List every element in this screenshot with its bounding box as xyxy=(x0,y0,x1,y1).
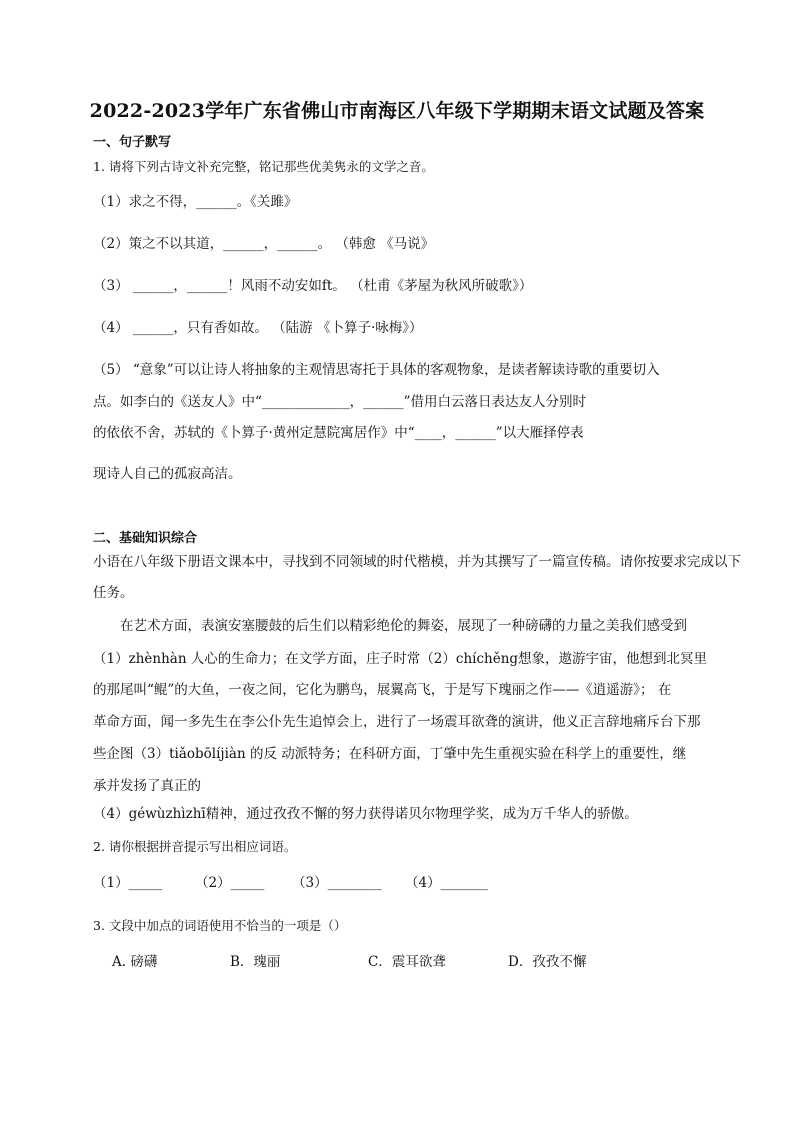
passage-line-4: 革命方面，闻一多先生在李公仆先生追悼会上，进行了一场震耳欲聋的演讲，他义正言辞地痛斥台下那 xyxy=(93,714,701,730)
page-title: 2022-2023学年广东省佛山市南海区八年级下学期期末语文试题及答案 xyxy=(89,100,705,122)
question-2-stem: 2. 请你根据拼音提示写出相应词语。 xyxy=(93,839,297,854)
passage-line-1: 在艺术方面，表演安塞腰鼓的后生们以精彩绝伦的舞姿，展现了一种磅礴的力量之美我们感受到 xyxy=(120,618,687,634)
question-2-blank-1: （1）_____ xyxy=(93,875,163,891)
question-2-blank-2: （2）_____ xyxy=(195,875,265,891)
question-3-option-b: B．瑰丽 xyxy=(230,954,281,970)
question-3-option-d: D．孜孜不懈 xyxy=(508,954,587,970)
question-1-item-5-line-4: 现诗人自己的孤寂高洁。 xyxy=(93,466,242,482)
question-1-item-5-line-1: （5） “意象”可以让诗人将抽象的主观情思寄托于具体的客观物象，是读者解读诗歌的重要切入 xyxy=(93,362,660,378)
passage-line-7: （4）géwùzhìzhī精神，通过孜孜不懈的努力获得诺贝尔物理学奖，成为万千华人的骄傲。 xyxy=(93,806,638,822)
question-1-item-5-line-3: 的依依不舍，苏轼的《卜算子·黄州定慧院寓居作》中“____，______”以大雁择停表 xyxy=(93,425,584,441)
passage-line-5: 些企图（3）tiǎobōlíjiàn 的反 动派特务；在科研方面，丁肇中先生重视实验在科学上的重要性，继 xyxy=(93,746,687,762)
passage-line-6: 承并发扬了真正的 xyxy=(93,778,201,794)
question-1-item-1: （1）求之不得，______。《关雎》 xyxy=(93,194,298,210)
passage-line-3: 的那尾叫“鲲”的大鱼，一夜之间，它化为鹏鸟，展翼高飞，于是写下瑰丽之作——《逍遥游》； 在 xyxy=(93,682,672,698)
question-2-blank-3: （3）________ xyxy=(292,875,382,891)
question-3-stem: 3. 文段中加点的词语使用不恰当的一项是（） xyxy=(93,918,347,933)
section-2-intro-line-1: 小语在八年级下册语文课本中，寻找到不同领域的时代楷模，并为其撰写了一篇宣传稿。请你按要求完成以下 xyxy=(93,554,741,570)
question-1-stem: 1. 请将下列古诗文补充完整，铭记那些优美隽永的文学之音。 xyxy=(93,159,434,174)
passage-line-2: （1）zhènhàn 人心的生命力；在文学方面，庄子时常（2）chíchěng想象，遨游宇宙，他想到北冥里 xyxy=(93,651,708,667)
question-3-option-a: A. 磅礴 xyxy=(112,954,158,970)
section-heading-1: 一、句子默写 xyxy=(93,135,172,150)
question-1-item-5-line-2: 点。如李白的《送友人》中“_____________，______”借用白云落日表达友人分别时 xyxy=(93,394,587,410)
question-1-item-2: （2）策之不以其道，______，______。 （韩愈 《马说》 xyxy=(93,236,435,252)
section-heading-2: 二、基础知识综合 xyxy=(93,531,198,546)
question-1-item-3: （3） ______，______！风雨不动安如ft。 （杜甫《茅屋为秋风所破歌》） xyxy=(93,278,533,294)
question-1-item-4: （4） ______，只有香如故。 （陆游 《卜算子·咏梅》） xyxy=(93,320,423,336)
section-2-intro-line-2: 任务。 xyxy=(93,585,134,601)
question-2-blank-4: （4）_______ xyxy=(405,875,488,891)
question-3-option-c: C．震耳欲聋 xyxy=(368,954,446,970)
